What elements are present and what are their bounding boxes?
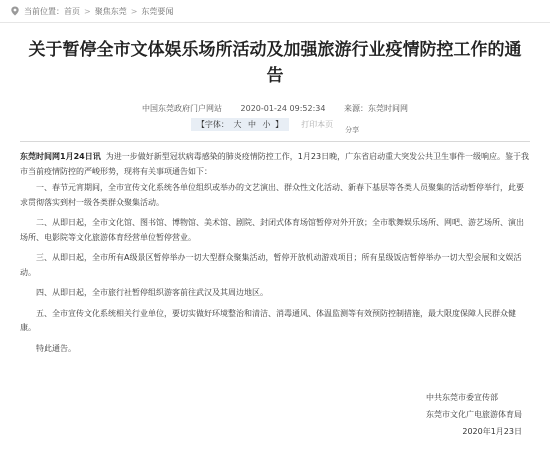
- article-tools: [0, 118, 550, 134]
- font-size-close-bracket: 】: [275, 120, 284, 129]
- title-divider: [20, 141, 530, 142]
- breadcrumb-label: 当前位置：: [24, 6, 64, 16]
- article-meta: [0, 103, 550, 114]
- breadcrumb-separator: >: [130, 6, 138, 16]
- lead-paragraph: [20, 150, 530, 179]
- list-item: 五、全市宣传文化系统相关行业单位，要切实做好环境整治和清洁、消毒通风、体温监测等有效预防控制措施，最大限度保障人民群众健康。: [20, 308, 516, 332]
- font-size-medium-button[interactable]: 中: [248, 120, 256, 129]
- list-item: 三、从即日起，全市所有A级景区暂停举办一切大型群众聚集活动，暂停开放机动游戏项目；所有星级饭店暂停举办一切大型会展和文娱活动。: [20, 253, 522, 277]
- font-size-label: 【字体：: [196, 120, 229, 129]
- signature-org-propaganda: 中共东莞市委宣传部: [426, 393, 498, 402]
- location-icon: [10, 6, 20, 16]
- article-origin: 来源：东莞时间网: [344, 104, 409, 113]
- font-size-switcher: [191, 118, 289, 131]
- breadcrumb-focus-dongguan[interactable]: 聚焦东莞: [94, 6, 127, 16]
- print-page-button[interactable]: 打印本页: [301, 120, 334, 129]
- article-source: 中国东莞政府门户网站: [141, 104, 222, 113]
- signature-block: [426, 389, 522, 440]
- list-item: 二、从即日起，全市文化馆、图书馆、博物馆、美术馆、剧院、封闭式体育场馆暂停对外开放；全市歌舞娱乐场所、网吧、游艺场所、演出场所、电影院等文化旅游体育经营单位暂停营业。: [20, 218, 524, 242]
- breadcrumb-dongguan-news[interactable]: 东莞要闻: [141, 6, 174, 16]
- share-button[interactable]: 分享: [345, 125, 360, 134]
- list-item: 一、春节元宵期间，全市宣传文化系统各单位组织或举办的文艺演出、群众性文化活动、新春下基层等各类人员聚集的活动暂停举行，此要求贯彻落实到村一级各类群众聚集活动。: [20, 183, 524, 207]
- signature-org-culture-bureau: 东莞市文化广电旅游体育局: [426, 410, 522, 419]
- font-size-small-button[interactable]: 小: [262, 120, 271, 129]
- lead-text: 为进一步做好新型冠状病毒感染的肺炎疫情防控工作，1月23日晚，广东省启动重大突发公共卫生事件一级响应。鉴于我市当前疫情防控的严峻形势，现将有关事项通告如下：: [20, 152, 530, 176]
- breadcrumb: [0, 0, 550, 23]
- list-item: 四、从即日起，全市旅行社暂停组织游客前往武汉及其周边地区。: [36, 288, 268, 297]
- font-size-large-button[interactable]: 大: [233, 120, 242, 129]
- breadcrumb-separator: >: [84, 6, 91, 16]
- signature-date: 2020年1月23日: [462, 427, 522, 436]
- closing-text: 特此通告。: [36, 343, 76, 353]
- breadcrumb-home[interactable]: 首页: [64, 6, 80, 16]
- article-datetime: 2020-01-24 09:52:34: [240, 104, 326, 113]
- lead-dateline: 东莞时间网1月24日讯: [20, 152, 101, 161]
- article-title: 关于暂停全市文体娱乐场所活动及加强旅游行业疫情防控工作的通告: [28, 40, 522, 86]
- article-body: [20, 150, 530, 356]
